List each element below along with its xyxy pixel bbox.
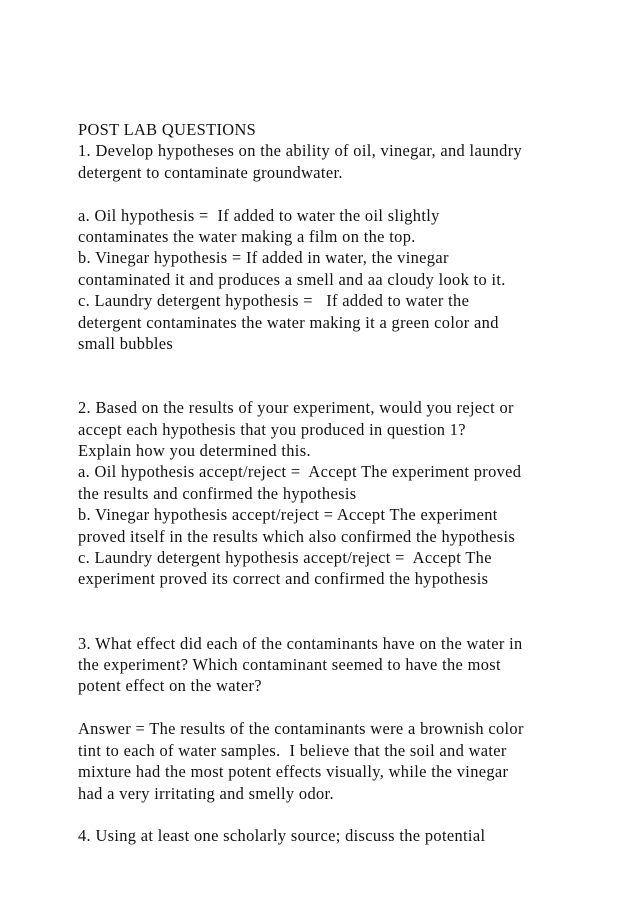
- heading-post-lab-questions: POST LAB QUESTIONS: [78, 120, 257, 139]
- answer-2b-text: proved itself in the results which also confirmed the hypothesis: [78, 526, 516, 546]
- question-2-text: 2. Based on the results of your experiment, would you reject or: [78, 398, 514, 418]
- blank-line: [78, 611, 618, 632]
- answer-1b-text: b. Vinegar hypothesis = If added in water, the vinegar: [78, 248, 449, 268]
- blank-line: [78, 697, 618, 718]
- answer-1b-text: contaminated it and produces a smell and aa cloudy look to it.: [78, 269, 506, 289]
- answer-1c-text: detergent contaminates the water making it a green color and: [78, 312, 499, 332]
- question-2-text: Explain how you determined this.: [78, 441, 311, 461]
- answer-2c-text: experiment proved its correct and confirmed the hypothesis: [78, 569, 489, 589]
- question-3-text: potent effect on the water?: [78, 676, 262, 696]
- answer-3-text: mixture had the most potent effects visually, while the vinegar: [78, 762, 509, 782]
- answer-2c-text: c. Laundry detergent hypothesis accept/reject = Accept The: [78, 548, 492, 568]
- answer-1a-text: contaminates the water making a film on the top.: [78, 227, 416, 247]
- question-2-text: accept each hypothesis that you produced in question 1?: [78, 419, 466, 439]
- question-1-text: detergent to contaminate groundwater.: [78, 162, 343, 182]
- answer-1c-text: small bubbles: [78, 334, 174, 354]
- blank-line: [78, 354, 618, 375]
- answer-3-text: had a very irritating and smelly odor.: [78, 783, 334, 803]
- answer-2a-text: a. Oil hypothesis accept/reject = Accept The experiment proved: [78, 462, 522, 482]
- blank-line: [78, 590, 618, 611]
- answer-2b-text: b. Vinegar hypothesis accept/reject = Accept The experiment: [78, 505, 498, 525]
- question-3-text: 3. What effect did each of the contaminants have on the water in: [78, 633, 523, 653]
- answer-3-text: Answer = The results of the contaminants were a brownish color: [78, 719, 524, 739]
- answer-2a-text: the results and confirmed the hypothesis: [78, 483, 357, 503]
- question-3-text: the experiment? Which contaminant seemed to have the most: [78, 655, 501, 675]
- answer-1a-text: a. Oil hypothesis = If added to water the oil slightly: [78, 205, 440, 225]
- blank-line: [78, 804, 618, 825]
- question-4-text: 4. Using at least one scholarly source; discuss the potential: [78, 826, 486, 846]
- document-body: [78, 119, 618, 847]
- question-1-text: 1. Develop hypotheses on the ability of oil, vinegar, and laundry: [78, 141, 523, 161]
- answer-1c-text: c. Laundry detergent hypothesis = If added to water the: [78, 291, 470, 311]
- blank-line: [78, 376, 618, 397]
- answer-3-text: tint to each of water samples. I believe that the soil and water: [78, 740, 507, 760]
- blank-line: [78, 183, 618, 204]
